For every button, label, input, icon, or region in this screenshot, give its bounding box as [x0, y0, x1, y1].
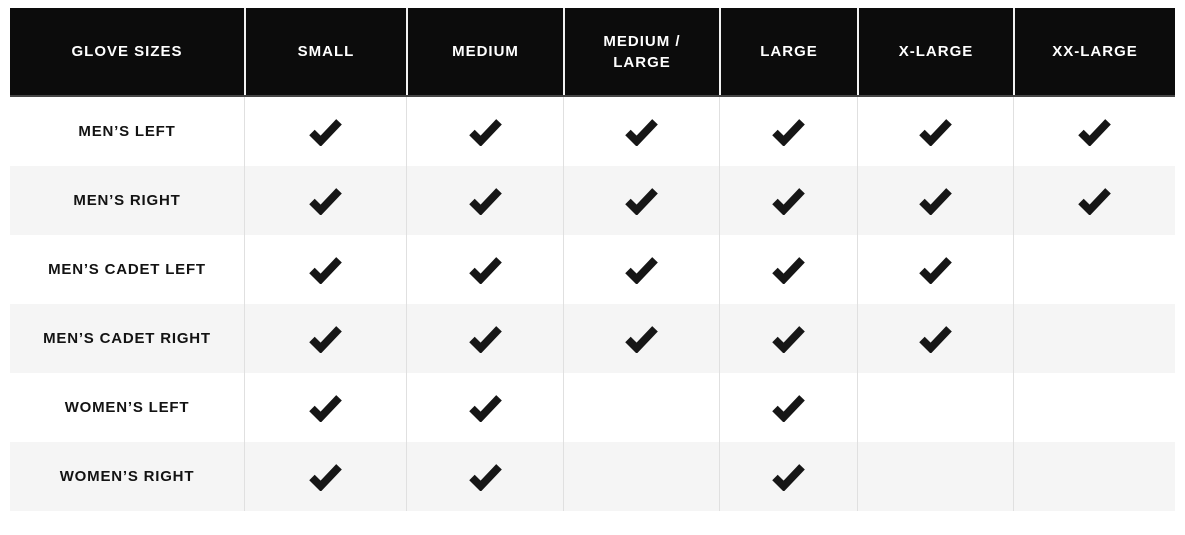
check-icon: [467, 393, 504, 422]
check-icon: [467, 324, 504, 353]
check-icon: [623, 186, 660, 215]
check-icon: [1076, 186, 1113, 215]
empty-cell: [563, 442, 719, 511]
row-label: WOMEN’S RIGHT: [59, 468, 195, 485]
check-cell: [563, 235, 719, 304]
check-icon: [770, 462, 807, 491]
check-cell: [406, 442, 563, 511]
check-icon: [467, 186, 504, 215]
table-row: [10, 97, 1175, 166]
check-icon: [770, 393, 807, 422]
check-icon: [917, 255, 954, 284]
table-row: [10, 442, 1175, 511]
table-row: [10, 235, 1175, 304]
empty-cell: [1013, 442, 1175, 511]
glove-size-table: [10, 8, 1175, 511]
column-header: MEDIUM / LARGE: [563, 8, 719, 95]
table-row: [10, 166, 1175, 235]
check-cell: [244, 235, 406, 304]
check-cell: [719, 304, 857, 373]
check-cell: [857, 235, 1013, 304]
check-icon: [623, 117, 660, 146]
size-chart-page: [0, 8, 1185, 535]
check-cell: [857, 97, 1013, 166]
table-body: [10, 97, 1175, 511]
check-icon: [917, 324, 954, 353]
check-icon: [770, 324, 807, 353]
row-label: MEN’S RIGHT: [73, 192, 181, 209]
check-icon: [307, 462, 344, 491]
check-cell: [244, 166, 406, 235]
column-header: LARGE: [719, 8, 857, 95]
table-row: [10, 373, 1175, 442]
check-cell: [406, 304, 563, 373]
table-header-row: [10, 8, 1175, 97]
check-icon: [467, 255, 504, 284]
empty-cell: [1013, 373, 1175, 442]
check-cell: [719, 373, 857, 442]
column-header: SMALL: [244, 8, 406, 95]
row-label: WOMEN’S LEFT: [64, 399, 190, 416]
check-icon: [623, 324, 660, 353]
check-cell: [406, 97, 563, 166]
row-label: MEN’S CADET RIGHT: [43, 330, 211, 347]
check-icon: [467, 117, 504, 146]
check-cell: [1013, 166, 1175, 235]
check-cell: [406, 373, 563, 442]
column-header: X-LARGE: [857, 8, 1013, 95]
check-cell: [244, 442, 406, 511]
check-icon: [770, 117, 807, 146]
check-cell: [857, 304, 1013, 373]
table-row: [10, 304, 1175, 373]
empty-cell: [1013, 304, 1175, 373]
check-icon: [307, 186, 344, 215]
column-header-glove-sizes: GLOVE SIZES: [71, 43, 183, 60]
empty-cell: [1013, 235, 1175, 304]
check-cell: [857, 166, 1013, 235]
check-icon: [623, 255, 660, 284]
check-icon: [307, 393, 344, 422]
check-icon: [917, 117, 954, 146]
check-cell: [563, 304, 719, 373]
empty-cell: [563, 373, 719, 442]
check-cell: [719, 166, 857, 235]
check-cell: [719, 97, 857, 166]
check-cell: [244, 97, 406, 166]
check-cell: [563, 166, 719, 235]
check-cell: [719, 442, 857, 511]
row-label: MEN’S LEFT: [78, 123, 176, 140]
check-icon: [1076, 117, 1113, 146]
check-cell: [1013, 97, 1175, 166]
check-cell: [563, 97, 719, 166]
row-label: MEN’S CADET LEFT: [48, 261, 206, 278]
empty-cell: [857, 442, 1013, 511]
check-cell: [406, 166, 563, 235]
check-cell: [406, 235, 563, 304]
empty-cell: [857, 373, 1013, 442]
check-icon: [467, 462, 504, 491]
column-header: MEDIUM: [406, 8, 563, 95]
check-cell: [244, 373, 406, 442]
check-cell: [244, 304, 406, 373]
column-header: XX-LARGE: [1013, 8, 1175, 95]
check-icon: [307, 324, 344, 353]
check-icon: [307, 255, 344, 284]
check-icon: [770, 186, 807, 215]
check-icon: [770, 255, 807, 284]
check-icon: [307, 117, 344, 146]
check-cell: [719, 235, 857, 304]
check-icon: [917, 186, 954, 215]
